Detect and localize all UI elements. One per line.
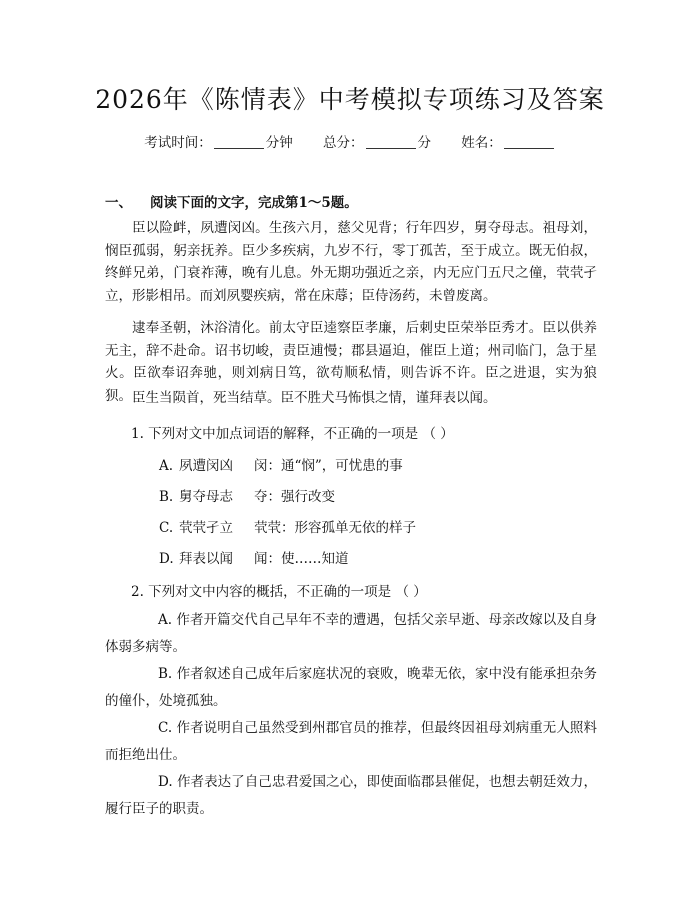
section-number: 一、 [105,195,132,211]
time-label: 考试时间： [144,135,212,151]
page-title: 2026年《陈情表》中考模拟专项练习及答案 [95,85,605,114]
question-1-stem: 1. 下列对文中加点词语的解释，不正确的一项是 （ ） [131,426,454,442]
q1-option-a [159,454,403,474]
passage-paragraph-3: 臣生当陨首，死当结草。臣不胜犬马怖惧之情，谨拜表以闻。 [132,390,497,406]
option-word: 拜表以闻 [179,551,233,567]
q2-option-d: D. 作者表达了自己忠君爱国之心，即使面临郡县催促，也想去朝廷效力，履行臣子的职责。 [105,774,597,817]
section-heading [105,191,358,211]
option-letter: B. [159,489,174,505]
question-2-stem: 2. 下列对文中内容的概括，不正确的一项是 （ ） [131,584,427,600]
time-field [144,135,293,151]
option-letter: A. [159,458,174,474]
score-blank [366,134,416,149]
q1-option-b [159,485,335,505]
exam-meta [0,131,700,151]
score-unit: 分 [417,135,431,151]
section-text: 阅读下面的文字，完成第1～5题。 [150,195,358,211]
score-field [323,135,431,151]
time-blank [214,134,264,149]
q1-option-d [159,547,349,567]
q1-option-c [159,516,416,536]
option-letter: D. [159,551,174,567]
q2-option-a: A. 作者开篇交代自己早年不幸的遭遇，包括父亲早逝、母亲改嫁以及自身体弱多病等。 [105,612,597,655]
q2-option-c: C. 作者说明自己虽然受到州郡官员的推荐，但最终因祖母刘病重无人照料而拒绝出仕。 [105,720,597,763]
option-gloss: 闻：使……知道 [254,551,349,567]
name-blank [504,134,554,149]
option-word: 舅夺母志 [179,489,233,505]
score-label: 总分： [323,135,364,151]
option-gloss: 闵：通“悯”，可忧患的事 [254,458,403,474]
time-unit: 分钟 [265,135,293,151]
option-word: 夙遭闵凶 [179,458,233,474]
option-word: 茕茕孑立 [179,520,233,536]
passage-paragraph-2: 逮奉圣朝，沐浴清化。前太守臣逵察臣孝廉，后刺史臣荣举臣秀才。臣以供养无主，辞不赴命。诏书切峻，责臣逋慢；郡县逼迫，催臣上道；州司临门，急于星火。臣欲奉诏奔驰，则刘病日笃，欲苟顺私情，则告诉不许。臣之进退，实为狼狈。 [105,320,597,404]
name-field [461,135,556,151]
passage-paragraph-1: 臣以险衅，夙遭闵凶。生孩六月，慈父见背；行年四岁，舅夺母志。祖母刘，悯臣孤弱，躬亲抚养。臣少多疾病，九岁不行，零丁孤苦，至于成立。既无伯叔，终鲜兄弟，门衰祚薄，晚有儿息。外无期功强近之亲，内无应门五尺之僮，茕茕孑立，形影相吊。而刘夙婴疾病，常在床蓐；臣侍汤药，未曾废离。 [105,220,597,304]
name-label: 姓名： [461,135,502,151]
option-gloss: 茕茕：形容孤单无依的样子 [254,520,416,536]
option-letter: C. [159,520,174,536]
option-gloss: 夺：强行改变 [254,489,335,505]
q2-option-b: B. 作者叙述自己成年后家庭状况的衰败，晚辈无依，家中没有能承担杂务的僮仆，处境孤独。 [105,666,597,709]
